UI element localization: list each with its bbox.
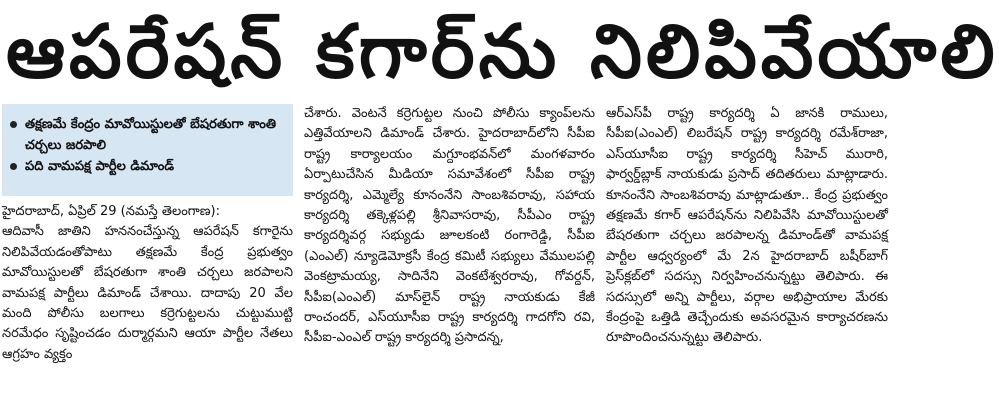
article-column-3 — [606, 104, 888, 416]
article-text-col2: చేశారు. వెంటనే కర్రెగుట్టల నుంచి పోలీసు క్యాంప్‌లను ఎత్తివేయాలని డిమాండ్ చేశారు. హైదరాబాద్‌లోని సీపీఐ రాష్ట్ర కార్యాలయం మగ్దూంభవన్‌లో మంగళవారం ఏర్పాటుచేసిన మీడియా సమావేశంలో సీపీఐ రాష్ట్ర కార్యదర్శి, ఎమ్మెల్యే కూనంనేని సాంబశివరావు, సహాయ కార్యదర్శి తక్కెళ్లపల్లి శ్రీనివాసరావు, సీపీఎం రాష్ట్ర కార్యదర్శివర్గ సభ్యుడు జూలకంటి రంగారెడ్డి, సీపీఐ (ఎంఎల్) న్యూడెమోక్రసీ కేంద్ర కమిటీ సభ్యులు వేములపల్లి వెంకట్రామయ్య, సాదినేని వెంకటేశ్వరరావు, గోవర్దన్, సీపీఐ(ఎంఎల్) మాస్‌లైన్ రాష్ట్ర నాయకుడు కేజీ రాంచందర్, ఎస్‌యూసీఐ రాష్ట్ర కార్యదర్శి గాదగోని రవి, సీపీఐ-ఎంఎల్ రాష్ట్ర కార్యదర్శి ప్రసాదన్న, — [304, 106, 595, 346]
dateline: హైదరాబాద్, ఏప్రిల్ 29 (నమస్తే తెలంగాణ): — [2, 204, 220, 219]
article-column-2 — [304, 104, 595, 416]
article-text-col3: ఆర్ఎస్‌పీ రాష్ట్ర కార్యదర్శి ఏ జానకి రాములు, సీపీఐ(ఎంఎల్) లిబరేషన్ రాష్ట్ర కార్యదర్శి రమేశ్‌రాజా, ఎస్‌యూసీఐ రాష్ట్ర కార్యదర్శి సీహెచ్ మురారి, ఫార్వర్డ్‌బ్లాక్ నాయకుడు ప్రసాద్ తదితరులు మాట్లాడారు. కూనంనేని సాంబశివరావు మాట్లాడుతూ.. కేంద్ర ప్రభుత్వం తక్షణమే కగార్ ఆపరేషన్‌ను నిలిపివేసి మావోయిస్టులతో బేషరతుగా చర్చలు జరపాలన్న డిమాండ్‌తో వామపక్ష పార్టీల ఆధ్వర్యంలో మే 2న హైదరాబాద్ బషీర్‌బాగ్ ప్రెస్‌క్లబ్‌లో సదస్సు నిర్వహించనున్నట్టు తెలిపారు. ఈ సదస్సులో అన్ని పార్టీలు, వర్గాల అభిప్రాయాల మేరకు కేంద్రంపై ఒత్తిడి తెచ్చేందుకు అవసరమైన కార్యాచరణను రూపొందించనున్నట్టు తెలిపారు. — [606, 106, 888, 346]
article-text-col1: ఆదివాసీ జాతిని హననంచేస్తున్న ఆపరేషన్ కగారైను నిలిపివేయడంతోపాటు తక్షణమే కేంద్ర ప్రభుత్వం మావోయిస్టులతో బేషరతుగా శాంతి చర్చలు జరపాలని వామపక్ష పార్టీలు డిమాండ్ చేశాయి. దాదాపు 20 వేల మంది పోలీసు బలగాలు కర్రెగుట్టలను చుట్టుముట్టి నరమేధం సృష్టించడం దుర్మార్గమని ఆయా పార్టీల నేతలు ఆగ్రహం వ్యక్తం — [2, 224, 293, 362]
highlight-item — [10, 114, 287, 156]
highlight-text: తక్షణమే కేంద్రం మావోయిస్టులతో బేషరతుగా శాంతి చర్చలు జరపాలి — [25, 117, 277, 153]
highlights-box — [2, 104, 293, 196]
highlight-text: పది వామపక్ష పార్టీల డిమాండ్ — [25, 159, 174, 174]
headline: ఆపరేషన్ కగార్‌ను నిలిపివేయాలి — [6, 9, 999, 95]
highlight-item — [10, 156, 287, 177]
article-column-1 — [2, 104, 293, 416]
bullet-icon — [10, 163, 17, 170]
bullet-icon — [10, 121, 17, 128]
